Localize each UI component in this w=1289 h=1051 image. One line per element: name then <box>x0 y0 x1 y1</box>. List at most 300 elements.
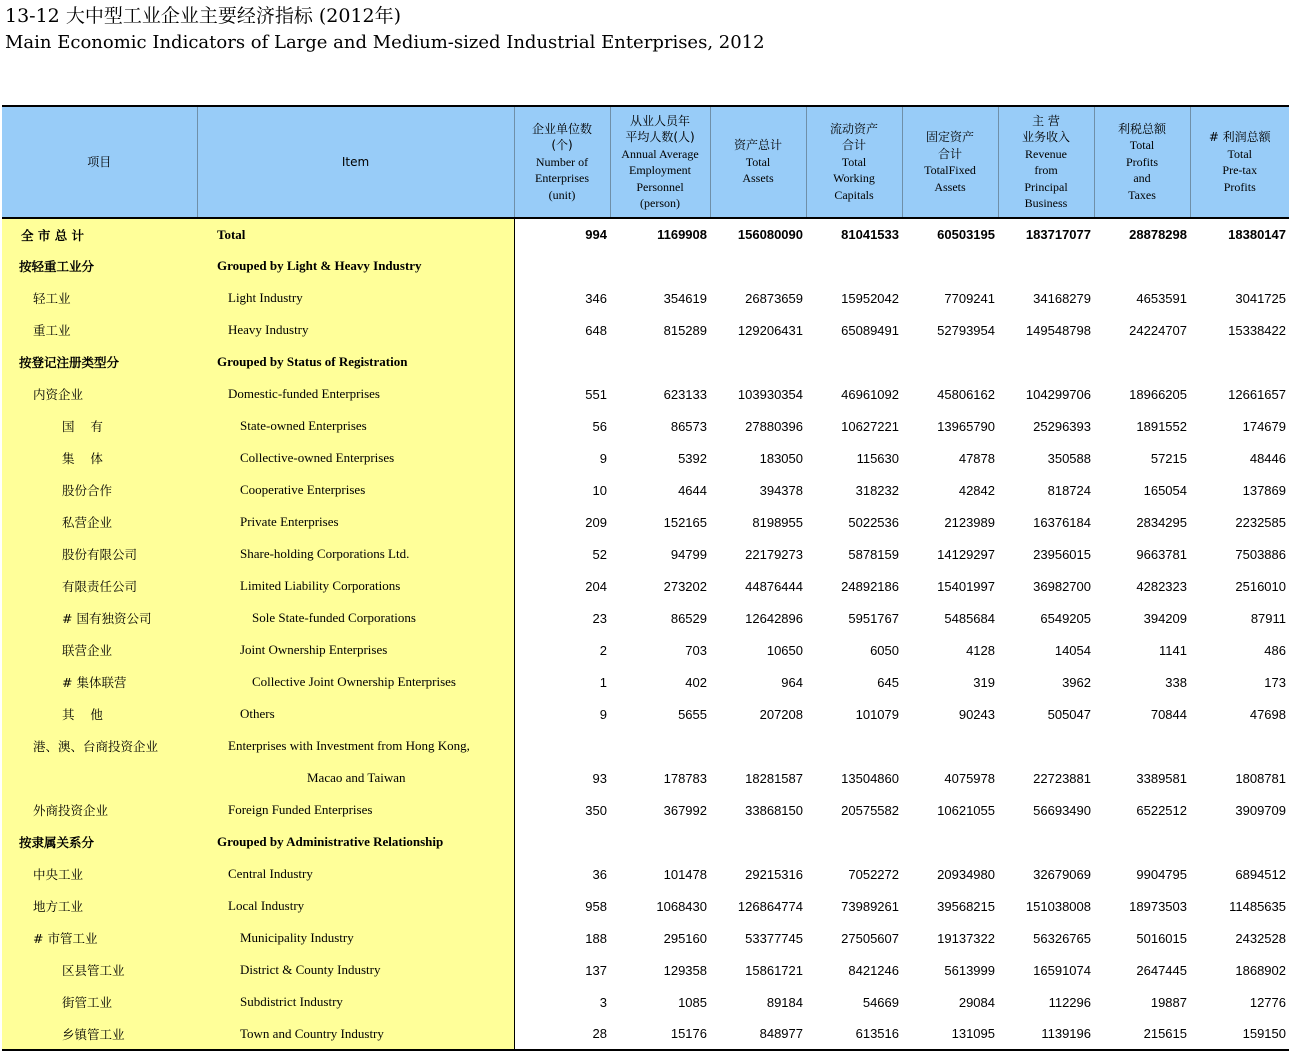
table-cell-value: 57215 <box>1150 450 1187 466</box>
column-header-line: 平均人数(人) <box>625 130 695 144</box>
table-cell-value <box>610 826 710 858</box>
row-label-chinese: 全 市 总 计 <box>2 218 197 250</box>
table-cell-value: 1085 <box>678 994 707 1010</box>
table-cell-value: 28878298 <box>1129 227 1187 242</box>
row-label-chinese: 港、澳、台商投资企业 <box>2 730 197 762</box>
table-cell-value <box>514 346 610 378</box>
table-row <box>2 698 1289 730</box>
table-row <box>2 570 1289 602</box>
table-cell-value <box>610 730 710 762</box>
table-cell-value: 27880396 <box>745 418 803 434</box>
column-header-line: # 利润总额 <box>1208 130 1271 144</box>
row-label-english: Grouped by Status of Registration <box>197 346 514 378</box>
column-header-line: Annual Average <box>621 146 699 161</box>
table-cell-value: 648 <box>585 322 607 338</box>
table-cell-value: 101079 <box>855 706 899 722</box>
row-label-english: Town and Country Industry <box>197 1018 514 1050</box>
table-cell-value: 22723881 <box>1033 770 1091 786</box>
row-label-english: Light Industry <box>197 282 514 314</box>
table-row <box>2 826 1289 858</box>
table-cell-value: 6050 <box>870 642 899 658</box>
table-cell-value: 338 <box>1165 674 1187 690</box>
table-cell-value: 9904795 <box>1136 866 1187 882</box>
header-row <box>2 106 1289 218</box>
table-cell-value: 4653591 <box>1136 290 1187 306</box>
table-cell-value: 346 <box>585 290 607 306</box>
column-header-line: 主 营 <box>1032 113 1060 128</box>
table-row <box>2 858 1289 890</box>
table-cell-value: 8198955 <box>752 514 803 530</box>
table-cell-value: 16591074 <box>1033 962 1091 978</box>
table-cell-value: 25296393 <box>1033 418 1091 434</box>
table-cell-value: 42842 <box>958 482 995 498</box>
column-header <box>998 106 1094 218</box>
table-cell-value: 23956015 <box>1033 546 1091 562</box>
table-cell-value: 613516 <box>806 1018 902 1050</box>
table-cell-value: 24892186 <box>841 578 899 594</box>
table-cell-value <box>1190 250 1289 282</box>
table-body <box>2 218 1289 1050</box>
table-cell-value: 16376184 <box>1033 514 1091 530</box>
column-header-line: Principal <box>1024 179 1068 194</box>
table-cell-value: 188 <box>585 930 607 946</box>
table-row <box>2 506 1289 538</box>
table-cell-value: 174679 <box>1242 418 1286 434</box>
table-cell-value: 29215316 <box>745 866 803 882</box>
row-label-chinese: 街管工业 <box>2 986 197 1018</box>
column-header-line: 固定资产 <box>925 130 974 144</box>
table-cell-value: 4128 <box>966 642 995 658</box>
row-label-chinese: 股份有限公司 <box>2 538 197 570</box>
table-cell-value: 9 <box>599 706 607 722</box>
table-cell-value: 32679069 <box>1033 866 1091 882</box>
table-cell-value <box>902 250 998 282</box>
table-cell-value: 319 <box>973 674 995 690</box>
table-cell-value: 367992 <box>663 802 707 818</box>
table-cell-value: 1868902 <box>1235 962 1286 978</box>
row-label-english: Collective-owned Enterprises <box>197 442 514 474</box>
table-cell-value: 1891552 <box>1136 418 1187 434</box>
table-cell-value <box>902 826 998 858</box>
table-cell-value: 129206431 <box>737 322 803 338</box>
table-cell-value: 87911 <box>1250 610 1286 626</box>
table-cell-value: 486 <box>1264 642 1286 658</box>
row-label-english: Share-holding Corporations Ltd. <box>197 538 514 570</box>
table-cell-value <box>1094 346 1190 378</box>
row-label-english: Sole State-funded Corporations <box>197 602 514 634</box>
table-cell-value: 20575582 <box>841 802 899 818</box>
column-header-line: (个) <box>551 138 573 153</box>
table-row <box>2 1018 1289 1050</box>
row-label-english: District & County Industry <box>197 954 514 986</box>
row-label-english: Collective Joint Ownership Enterprises <box>197 666 514 698</box>
table-cell-value: 703 <box>685 642 707 658</box>
table-cell-value <box>514 730 610 762</box>
table-cell-value: 505047 <box>1047 706 1091 722</box>
table-cell-value: 23 <box>592 610 607 626</box>
column-header <box>610 106 710 218</box>
row-label-english: State-owned Enterprises <box>197 410 514 442</box>
table-row <box>2 954 1289 986</box>
row-label-english: Enterprises with Investment from Hong Kong, <box>197 730 514 762</box>
table-cell-value: 56 <box>592 418 607 434</box>
table-cell-value: 5613999 <box>944 962 995 978</box>
column-header-line: Assets <box>742 171 774 186</box>
table-cell-value: 9663781 <box>1136 546 1187 562</box>
table-cell-value: 33868150 <box>745 802 803 818</box>
table-cell-value: 7052272 <box>848 866 899 882</box>
table-cell-value <box>902 346 998 378</box>
column-header-line: and <box>1133 171 1151 186</box>
table-cell-value: 137 <box>585 962 607 978</box>
column-header-line: 从业人员年 <box>629 113 690 128</box>
table-row <box>2 314 1289 346</box>
row-label-chinese: 乡镇管工业 <box>2 1018 197 1050</box>
table-cell-value: 126864774 <box>737 898 803 914</box>
table-cell-value: 54669 <box>862 994 899 1010</box>
economic-indicators-table <box>2 105 1289 1051</box>
table-cell-value: 137869 <box>1242 482 1286 498</box>
table-cell-value: 6894512 <box>1235 866 1286 882</box>
table-cell-value: 8421246 <box>848 962 899 978</box>
table-cell-value: 22179273 <box>745 546 803 562</box>
table-cell-value: 2432528 <box>1235 930 1286 946</box>
table-cell-value: 34168279 <box>1033 290 1091 306</box>
row-label-chinese: 内资企业 <box>2 378 197 410</box>
table-cell-value: 5016015 <box>1136 930 1187 946</box>
table-cell-value: 20934980 <box>937 866 995 882</box>
row-label-english: Central Industry <box>197 858 514 890</box>
column-header <box>1094 106 1190 218</box>
table-row <box>2 922 1289 954</box>
table-cell-value: 13965790 <box>937 418 995 434</box>
table-cell-value: 13504860 <box>841 770 899 786</box>
row-label-chinese: 其 他 <box>2 698 197 730</box>
table-cell-value: 215615 <box>1094 1018 1190 1050</box>
table-cell-value: 24224707 <box>1129 322 1187 338</box>
column-header-line: Profits <box>1125 154 1158 169</box>
table-cell-value: 70844 <box>1150 706 1187 722</box>
table-cell-value: 1808781 <box>1235 770 1286 786</box>
table-cell-value: 551 <box>585 386 607 402</box>
table-cell-value: 131095 <box>902 1018 998 1050</box>
table-cell-value: 48446 <box>1249 450 1286 466</box>
table-cell-value: 44876444 <box>745 578 803 594</box>
table-title-chinese: 13-12 大中型工业企业主要经济指标 (2012年) <box>5 5 402 27</box>
table-cell-value <box>1094 730 1190 762</box>
table-cell-value: 1141 <box>1159 642 1187 658</box>
table-cell-value: 115630 <box>856 450 899 466</box>
table-cell-value: 10650 <box>766 642 803 658</box>
table-cell-value: 1169908 <box>657 227 707 242</box>
column-header-line: 企业单位数 <box>531 121 592 136</box>
table-cell-value: 39568215 <box>937 898 995 914</box>
table-cell-value: 15401997 <box>937 578 995 594</box>
table-header <box>2 106 1289 218</box>
table-cell-value <box>998 730 1094 762</box>
table-row <box>2 634 1289 666</box>
row-label-chinese: 按登记注册类型分 <box>2 346 197 378</box>
table-cell-value: 26873659 <box>745 290 803 306</box>
column-header-line: 合计 <box>937 146 962 161</box>
table-cell-value: 101478 <box>663 866 707 882</box>
row-label-chinese: # 市管工业 <box>2 922 197 954</box>
table-cell-value: 2834295 <box>1136 514 1187 530</box>
row-label-chinese: 按轻重工业分 <box>2 250 197 282</box>
row-label-chinese: # 集体联营 <box>2 666 197 698</box>
table-cell-value: 18973503 <box>1129 898 1187 914</box>
table-cell-value: 994 <box>585 227 607 242</box>
row-label-chinese: 联营企业 <box>2 634 197 666</box>
table-cell-value: 73989261 <box>841 898 899 914</box>
row-label-english: Total <box>197 218 514 250</box>
row-label-english: Private Enterprises <box>197 506 514 538</box>
table-cell-value: 12776 <box>1249 994 1286 1010</box>
table-cell-value: 14054 <box>1054 642 1091 658</box>
table-cell-value: 27505607 <box>841 930 899 946</box>
table-cell-value: 15176 <box>610 1018 710 1050</box>
table-cell-value: 402 <box>685 674 707 690</box>
table-cell-value: 3389581 <box>1136 770 1187 786</box>
row-label-chinese: 股份合作 <box>2 474 197 506</box>
row-label-english: Joint Ownership Enterprises <box>197 634 514 666</box>
table-cell-value: 15952042 <box>841 290 899 306</box>
table-cell-value: 209 <box>585 514 607 530</box>
row-label-english: Limited Liability Corporations <box>197 570 514 602</box>
table-cell-value: 47698 <box>1249 706 1286 722</box>
column-header-line: Enterprises <box>535 171 589 186</box>
row-label-chinese: 地方工业 <box>2 890 197 922</box>
column-header-line: TotalFixed <box>924 163 976 177</box>
table-cell-value: 1139196 <box>998 1018 1094 1050</box>
column-header-line: Employment <box>629 163 691 177</box>
table-cell-value: 3962 <box>1062 674 1091 690</box>
table-cell-value: 5878159 <box>848 546 899 562</box>
table-cell-value: 2232585 <box>1235 514 1286 530</box>
column-header-line: 资产总计 <box>733 138 782 153</box>
table-cell-value: 4282323 <box>1136 578 1187 594</box>
column-header-line: (person) <box>640 196 680 210</box>
table-cell-value: 394378 <box>759 482 803 498</box>
table-cell-value <box>1190 346 1289 378</box>
row-label-chinese: 外商投资企业 <box>2 794 197 826</box>
table-cell-value: 6522512 <box>1136 802 1187 818</box>
row-label-chinese: 集 体 <box>2 442 197 474</box>
table-cell-value: 623133 <box>663 386 707 402</box>
table-cell-value: 28 <box>514 1018 610 1050</box>
table-cell-value <box>514 250 610 282</box>
table-cell-value: 94799 <box>670 546 707 562</box>
table-cell-value: 149548798 <box>1025 322 1091 338</box>
row-label-chinese: 按隶属关系分 <box>2 826 197 858</box>
table-cell-value: 60503195 <box>937 227 995 242</box>
table-cell-value: 86573 <box>670 418 707 434</box>
table-cell-value: 15338422 <box>1228 322 1286 338</box>
table-cell-value <box>806 730 902 762</box>
table-cell-value: 848977 <box>710 1018 806 1050</box>
table-row <box>2 538 1289 570</box>
column-header-line: Assets <box>934 179 966 194</box>
table-cell-value <box>1190 826 1289 858</box>
table-row <box>2 410 1289 442</box>
table-cell-value: 3041725 <box>1235 290 1286 306</box>
row-label-chinese: 私营企业 <box>2 506 197 538</box>
table-cell-value <box>610 250 710 282</box>
table-cell-value: 46961092 <box>841 386 899 402</box>
table-cell-value: 52793954 <box>937 322 995 338</box>
table-cell-value <box>710 730 806 762</box>
table-cell-value: 112296 <box>1048 994 1091 1010</box>
row-label-chinese: 国 有 <box>2 410 197 442</box>
table-cell-value: 159150 <box>1190 1018 1289 1050</box>
row-label-chinese: 中央工业 <box>2 858 197 890</box>
table-row <box>2 986 1289 1018</box>
table-cell-value: 183050 <box>759 450 803 466</box>
column-header-line: Total <box>1227 146 1252 161</box>
table-cell-value: 165054 <box>1143 482 1187 498</box>
column-header-line: Business <box>1024 196 1068 210</box>
table-cell-value: 354619 <box>663 290 707 306</box>
table-cell-value: 90243 <box>958 706 995 722</box>
table-cell-value: 18281587 <box>745 770 803 786</box>
table-cell-value <box>1190 730 1289 762</box>
column-header-line: 流动资产 <box>829 121 878 136</box>
table-cell-value <box>806 346 902 378</box>
row-label-english: Domestic-funded Enterprises <box>197 378 514 410</box>
table-cell-value: 5485684 <box>944 610 995 626</box>
table-cell-value: 11485635 <box>1229 898 1286 914</box>
table-cell-value: 3 <box>599 994 607 1010</box>
column-header <box>1190 106 1289 218</box>
table-cell-value <box>710 250 806 282</box>
table-cell-value: 29084 <box>958 994 995 1010</box>
column-header <box>514 106 610 218</box>
header-item-en: Item <box>197 106 514 218</box>
table-cell-value: 318232 <box>855 482 899 498</box>
row-label-english: Cooperative Enterprises <box>197 474 514 506</box>
column-header-line: Working <box>833 171 875 186</box>
table-cell-value: 2647445 <box>1136 962 1187 978</box>
table-cell-value: 350588 <box>1047 450 1091 466</box>
table-cell-value <box>710 346 806 378</box>
table-cell-value: 815289 <box>663 322 707 338</box>
column-header <box>902 106 998 218</box>
column-header-line: 合计 <box>841 138 866 153</box>
column-header-line: Personnel <box>636 179 684 194</box>
table-cell-value: 12642896 <box>745 610 803 626</box>
table-cell-value: 4075978 <box>944 770 995 786</box>
table-cell-value: 103930354 <box>737 386 803 402</box>
row-label-english: Heavy Industry <box>197 314 514 346</box>
column-header-line: from <box>1034 163 1058 177</box>
table-cell-value: 173 <box>1264 674 1286 690</box>
table-cell-value: 56326765 <box>1033 930 1091 946</box>
column-header-line: Number of <box>535 154 589 169</box>
table-cell-value: 645 <box>877 674 899 690</box>
table-cell-value: 207208 <box>759 706 803 722</box>
table-row <box>2 346 1289 378</box>
table-cell-value: 10627221 <box>841 418 899 434</box>
table-cell-value: 958 <box>585 898 607 914</box>
table-cell-value: 6549205 <box>1040 610 1091 626</box>
column-header-line: 利税总额 <box>1117 121 1166 136</box>
table-cell-value: 5951767 <box>848 610 899 626</box>
table-row <box>2 794 1289 826</box>
table-cell-value <box>1094 826 1190 858</box>
column-header <box>710 106 806 218</box>
table-cell-value <box>998 250 1094 282</box>
table-row <box>2 602 1289 634</box>
table-cell-value: 65089491 <box>841 322 899 338</box>
table-cell-value: 5655 <box>678 706 707 722</box>
table-cell-value <box>902 730 998 762</box>
table-cell-value: 14129297 <box>937 546 995 562</box>
table-cell-value: 81041533 <box>841 227 899 242</box>
table-cell-value: 10 <box>592 482 607 498</box>
row-label-chinese: 重工业 <box>2 314 197 346</box>
row-label-english: Foreign Funded Enterprises <box>197 794 514 826</box>
table-cell-value: 394209 <box>1143 610 1187 626</box>
table-cell-value: 18380147 <box>1228 227 1286 242</box>
table-cell-value: 9 <box>599 450 607 466</box>
table-title-english: Main Economic Indicators of Large and Medium-sized Industrial Enterprises, 2012 <box>5 32 765 53</box>
table-cell-value <box>610 346 710 378</box>
table-cell-value: 47878 <box>958 450 995 466</box>
table-cell-value: 93 <box>592 770 607 786</box>
table-cell-value: 1 <box>599 674 607 690</box>
table-cell-value: 4644 <box>678 482 707 498</box>
table-cell-value: 86529 <box>670 610 707 626</box>
table-cell-value: 19887 <box>1150 994 1187 1010</box>
table-cell-value: 156080090 <box>737 227 803 242</box>
column-header-line: Revenue <box>1025 146 1067 161</box>
table-cell-value: 45806162 <box>937 386 995 402</box>
table-row <box>2 474 1289 506</box>
row-label-english: Others <box>197 698 514 730</box>
table-cell-value: 183717077 <box>1025 227 1091 242</box>
table-cell-value: 2 <box>599 642 607 658</box>
table-cell-value <box>1094 250 1190 282</box>
column-header-line: Taxes <box>1128 187 1156 202</box>
column-header-line: Total <box>745 154 771 169</box>
table-cell-value <box>514 826 610 858</box>
table-row <box>2 378 1289 410</box>
table-cell-value: 818724 <box>1047 482 1091 498</box>
row-label-chinese: 轻工业 <box>2 282 197 314</box>
row-label-english: Subdistrict Industry <box>197 986 514 1018</box>
column-header-line: Capitals <box>834 187 874 202</box>
table-cell-value: 151038008 <box>1025 898 1091 914</box>
table-cell-value <box>998 346 1094 378</box>
table-cell-value: 36 <box>592 866 607 882</box>
table-row <box>2 250 1289 282</box>
table-row <box>2 666 1289 698</box>
table-cell-value: 3909709 <box>1235 802 1286 818</box>
column-header <box>806 106 902 218</box>
table-cell-value: 15861721 <box>745 962 803 978</box>
table-cell-value: 2123989 <box>944 514 995 530</box>
table-cell-value: 53377745 <box>745 930 803 946</box>
row-label-chinese: 有限责任公司 <box>2 570 197 602</box>
table-cell-value: 12661657 <box>1228 386 1286 402</box>
table-row <box>2 442 1289 474</box>
row-label-english: Municipality Industry <box>197 922 514 954</box>
table-cell-value: 964 <box>781 674 803 690</box>
column-header-line: Profits <box>1223 179 1256 194</box>
table-cell-value: 204 <box>585 578 607 594</box>
table-cell-value <box>806 826 902 858</box>
table-cell-value: 152165 <box>663 514 707 530</box>
